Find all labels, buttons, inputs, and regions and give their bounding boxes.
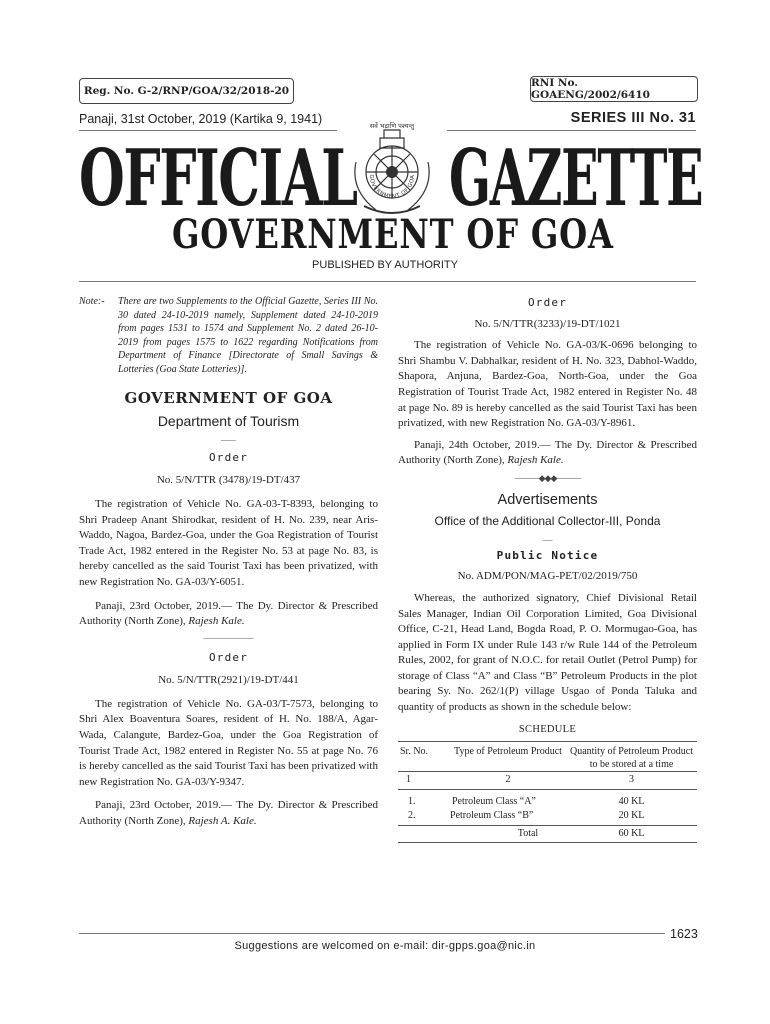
order-title: Order [208,650,249,664]
order-number: No. 5/N/TTR(3233)/19-DT/1021 [474,317,621,330]
order-body: The registration of Vehicle No. GA-03/K-0696 belonging to Shri Shambu V. Dabhalkar, resident of H. No. 323, Dabhol-Waddo, Shapora, Anjuna, Bardez-Goa, North-Goa, under the Goa Registration of Tourist Trade Act, 1982 entered in Register No. 48 at page No. 89 is hereby cancelled as the said Tourist Taxi has been privatized, with new Registration No. GA-03/Y-8961. [398,339,697,430]
table-cell: 2. [408,810,416,822]
total-value: 60 KL [618,827,645,839]
separator: __________ [203,628,254,640]
signatory-name: Rajesh Kale. [188,615,245,628]
header-rule [447,130,696,131]
order-signature [398,438,697,469]
order-number: No. 5/N/TTR(2921)/19-DT/441 [158,674,299,687]
page-number: 1623 [670,927,698,941]
header-rule [79,130,337,131]
column-number: 1 [406,774,411,786]
signature-text: Panaji, 23rd October, 2019.— The Dy. Director & Prescribed Authority (North Zone), [79,599,378,628]
masthead-government: GOVERNMENT OF GOA [172,211,614,258]
department-name: Department of Tourism [157,413,300,430]
table-cell: Petroleum Class “A” [452,795,536,807]
emblem-text: GOVERNMENT OF GOA [367,174,417,201]
left-column [79,295,378,830]
order-body: The registration of Vehicle No. GA-03-T-8393, belonging to Shri Pradeep Anant Shirodkar, resident of H. No. 239, near Aris-Waddo, Nagoa, Bardez-Goa, under the Goa Registration of Tourist Trade Act, 1982 entered in the Register No. 53 at page No. 83, is hereby cancelled as the said Tourist Taxi has been privatized, with new Registration No. GA-03/Y-6051. [79,497,378,588]
advertisements-heading: Advertisements [497,491,598,508]
table-cell: 20 KL [618,810,645,822]
reg-number-box [79,78,294,104]
publication-date: Panaji, 31st October, 2019 (Kartika 9, 1941) [79,112,323,126]
government-heading: GOVERNMENT OF GOA [124,388,333,407]
notice-number: No. ADM/PON/MAG-PET/02/2019/750 [457,570,638,583]
notice-body: Whereas, the authorized signatory, Chief Divisional Retail Sales Manager, Indian Oil Corporation Limited, Goa Divisional Office, C-21, Head Land, Bogda Road, P. O. Mormugao-Goa, has applied in Form IX under Rule 143 r/w Rule 144 of the Petroleum Rules, 2002, for grant of N.O.C. for retail Outlet (Petrol Pump) for storage of Class “A” and Class “B” Petroleum Products in the plot bearing Sy. No. 262/1(P) village Usgao of Ponda Taluka and quantity of products as shown in the schedule below: [398,591,697,714]
signatory-name: Rajesh Kale. [507,454,564,467]
order-signature [79,798,378,829]
order-number: No. 5/N/TTR (3478)/19-DT/437 [156,474,301,487]
schedule-table [398,741,697,843]
supplement-note [79,295,378,377]
signatory-name: Rajesh A. Kale. [188,815,257,828]
reg-number: Reg. No. G-2/RNP/GOA/32/2018-20 [83,85,290,97]
table-row [398,789,697,808]
rni-number-box [530,76,698,102]
signature-text: Panaji, 23rd October, 2019.— The Dy. Director & Prescribed Authority (North Zone), [79,799,378,828]
footer-rule [79,933,665,934]
order-signature [79,599,378,630]
table-cell: 40 KL [618,795,645,807]
column-number: 3 [629,774,634,786]
table-cell: Petroleum Class “B” [450,810,534,822]
column-number: 2 [505,774,511,786]
right-column [398,295,697,843]
order-title: Order [527,296,568,309]
table-header: Type of Petroleum Product [454,746,562,758]
masthead-official: OFFICIAL [79,133,357,224]
order-title: Order [208,450,249,464]
note-label: Note:- [79,296,105,307]
published-by-authority: PUBLISHED BY AUTHORITY [312,259,458,271]
office-name: Office of the Additional Collector-III, Ponda [434,514,661,529]
schedule-title: SCHEDULE [518,723,577,735]
table-row [398,825,697,843]
notice-title: Public Notice [496,548,599,562]
table-cell: 1. [408,795,416,807]
emblem-motto: सर्वे भद्राणि पश्यन्तु [369,122,415,130]
masthead-rule [79,281,696,282]
note-text: There are two Supplements to the Official Gazette, Series III No. 30 dated 24-10-2019 namely, Supplement dated 24-10-2019 from pages 1531 to 1574 and Supplement No. 2 dated 26-10-2019 from pages 1575 to 1622 regarding Notifications from Department of Finance [Directorate of Small Savings & Lotteries (Goa State Lotteries)]. [118,296,378,375]
separator: __ [542,530,553,542]
table-header: Sr. No. [400,746,429,758]
ornament-divider: ———◆◆◆——— [514,472,581,483]
order-body: The registration of Vehicle No. GA-03/T-7573, belonging to Shri Alex Boaventura Soares, resident of H. No. 188/A, Agar-Wada, Calangute, Bardez-Goa, under the Goa Registration of Tourist Trade Act, 1982 entered in Register No. 55 at page No. 76 is hereby cancelled as the said Tourist Taxi has been privatized with new Registration No. GA-03/Y-9347. [79,697,378,788]
signature-text: Panaji, 24th October, 2019.— The Dy. Director & Prescribed Authority (North Zone), [398,438,697,467]
suggestions-email: Suggestions are welcomed on e-mail: dir-gpps.goa@nic.in [234,940,536,952]
total-label: Total [517,827,539,839]
separator: ___ [221,430,236,442]
table-row [398,808,697,825]
table-header: Quantity of Petroleum Product to be stored at a time [569,746,694,770]
rni-number: RNI No. GOAENG/2002/6410 [531,77,650,101]
series-number: SERIES III No. 31 [570,110,696,126]
masthead-gazette: GAZETTE [449,133,703,224]
